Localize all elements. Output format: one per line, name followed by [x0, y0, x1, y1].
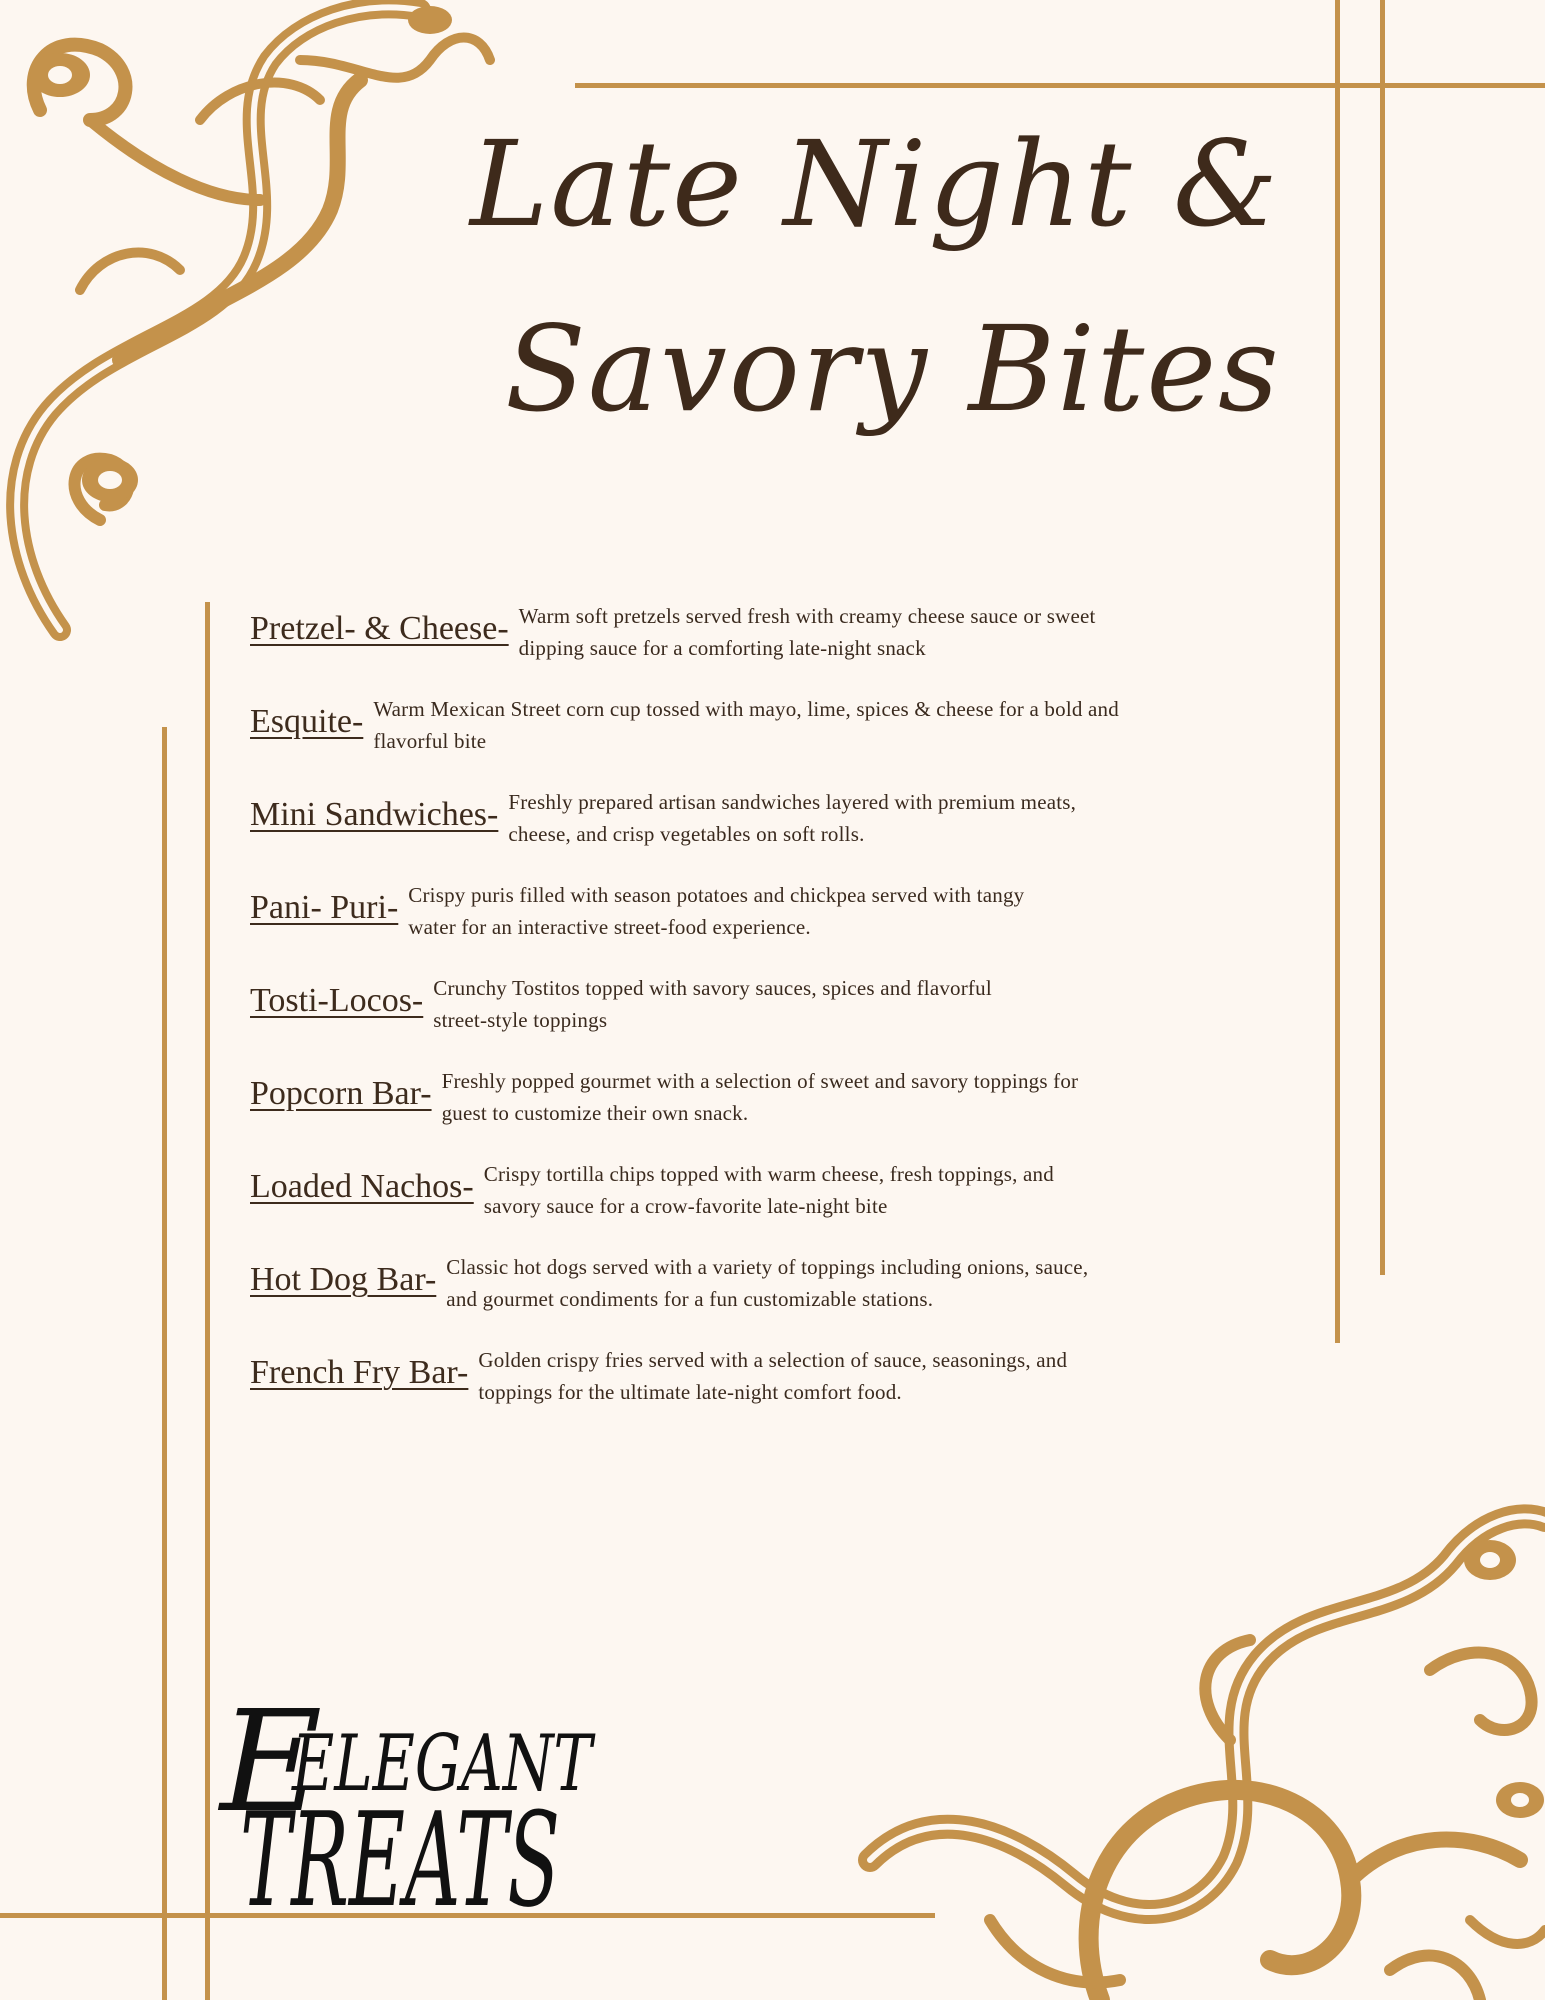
menu-item-name: Pani- Puri- — [250, 889, 399, 926]
menu-item-description: Crunchy Tostitos topped with savory sauces, spices and flavorful street-style toppings — [433, 976, 992, 1032]
menu-item — [250, 1065, 1330, 1129]
menu-item-name: French Fry Bar- — [250, 1354, 469, 1391]
menu-item — [250, 600, 1330, 664]
menu-item — [250, 879, 1330, 943]
menu-item — [250, 1251, 1330, 1315]
menu-item-name: Popcorn Bar- — [250, 1075, 432, 1112]
svg-text:TREATS: TREATS — [240, 1784, 560, 1936]
title-line-1: Late Night & — [470, 115, 1280, 253]
menu-item-description: Classic hot dogs served with a variety of toppings including onions, sauce, and gourmet condiments for a fun customizable stations. — [446, 1255, 1089, 1311]
menu-item-description: Freshly prepared artisan sandwiches layered with premium meats, cheese, and crisp vegetables on soft rolls. — [508, 790, 1077, 846]
elegant-treats-logo — [220, 1681, 600, 1936]
menu-item-name: Esquite- — [250, 703, 364, 740]
svg-text:ELEGANT: ELEGANT — [290, 1719, 596, 1809]
menu-item-description: Crispy tortilla chips topped with warm cheese, fresh toppings, and savory sauce for a crow-favorite late-night bite — [483, 1162, 1054, 1218]
menu-item-name: Pretzel- & Cheese- — [250, 610, 509, 647]
title-line-2: Savory Bites — [505, 300, 1281, 438]
menu-item — [250, 972, 1330, 1036]
menu-item — [250, 1344, 1330, 1408]
left-frame-line-outer — [162, 727, 167, 2000]
menu-item-description: Golden crispy fries served with a selection of sauce, seasonings, and toppings for the ultimate late-night comfort food. — [478, 1348, 1068, 1404]
menu-item-name: Tosti-Locos- — [250, 982, 424, 1019]
menu-item-description: Freshly popped gourmet with a selection of sweet and savory toppings for guest to customize their own snack. — [441, 1069, 1079, 1125]
left-frame-line-inner — [205, 602, 210, 2000]
top-frame-line — [575, 83, 1545, 88]
menu-item-description: Crispy puris filled with season potatoes and chickpea served with tangy water for an interactive street-food experience. — [408, 883, 1025, 939]
menu-item — [250, 693, 1330, 757]
menu-item-name: Loaded Nachos- — [250, 1168, 474, 1205]
menu-item-name: Mini Sandwiches- — [250, 796, 499, 833]
menu-item-description: Warm soft pretzels served fresh with creamy cheese sauce or sweet dipping sauce for a comforting late-night snack — [518, 604, 1096, 660]
svg-text:E: E — [220, 1681, 323, 1844]
bottom-right-ornament — [870, 1500, 1545, 2000]
menu-item-description: Warm Mexican Street corn cup tossed with mayo, lime, spices & cheese for a bold and flavorful bite — [373, 697, 1119, 753]
menu-item — [250, 786, 1330, 850]
top-left-ornament — [0, 0, 500, 650]
menu-item — [250, 1158, 1330, 1222]
menu-item-name: Hot Dog Bar- — [250, 1261, 437, 1298]
